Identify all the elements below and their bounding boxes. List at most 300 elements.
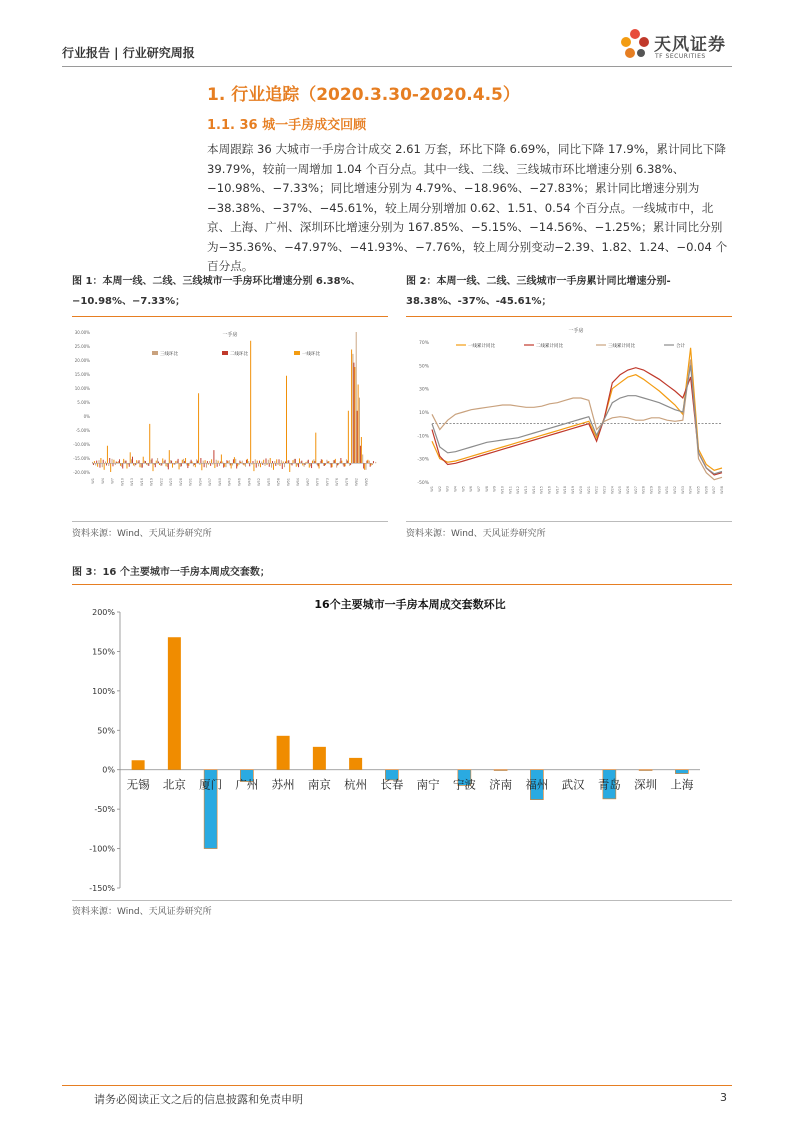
chart1-bar xyxy=(372,463,373,465)
chart1-bar xyxy=(204,463,205,467)
chart1-bar xyxy=(343,463,344,465)
chart1-legend-swatch xyxy=(152,351,158,355)
chart1-bar xyxy=(253,463,254,471)
chart1-bar xyxy=(356,332,357,463)
chart1-bar xyxy=(258,463,259,466)
chart1-bar xyxy=(357,411,358,464)
chart3-title: 16个主要城市一手房本周成交套数环比 xyxy=(314,598,506,611)
chart2-xtick: W37 xyxy=(712,486,717,494)
chart1-bar xyxy=(236,463,237,468)
chart1-bar xyxy=(310,463,311,466)
chart1-bar xyxy=(283,462,284,464)
chart1-bar xyxy=(289,463,290,472)
chart1-ytick: -5.00% xyxy=(75,428,90,433)
chart1-bar xyxy=(115,463,116,465)
chart1-bar xyxy=(135,463,136,465)
figure2-caption-line1: 图 2：本周一线、二线、三线城市一手房累计同比增速分别- xyxy=(406,276,671,287)
figure1-source-rule xyxy=(72,521,388,522)
chart2-xtick: W27 xyxy=(633,486,638,494)
chart1-bar xyxy=(165,460,166,464)
chart1-bar xyxy=(288,460,289,463)
chart1-bar xyxy=(188,463,189,466)
figure1-caption-line2: −10.98%、−7.33%； xyxy=(72,296,186,307)
chart1-bar xyxy=(218,461,219,464)
chart2-xtick: W11 xyxy=(508,486,513,494)
chart2-ytick: -10% xyxy=(417,434,429,440)
chart1-xtick: W46 xyxy=(237,478,242,486)
chart3-category-label: 苏州 xyxy=(271,777,295,792)
chart1-bar xyxy=(112,463,113,466)
section-heading: 1. 行业追踪（2020.3.30-2020.4.5） xyxy=(207,85,520,105)
chart3-bar xyxy=(132,760,145,769)
chart1-bar xyxy=(273,463,274,470)
chart1-bar xyxy=(143,457,144,464)
chart1-bar xyxy=(282,463,283,469)
chart1-xtick: W76 xyxy=(335,478,340,486)
chart1-xtick: W25 xyxy=(169,478,174,486)
chart2-xtick: W30 xyxy=(657,486,662,494)
chart1-bar xyxy=(339,462,340,464)
chart1-bar xyxy=(145,461,146,463)
chart3-category-label: 杭州 xyxy=(344,777,368,792)
chart3-ytick: -100% xyxy=(89,844,115,854)
chart1-bar xyxy=(341,461,342,464)
chart1-bar xyxy=(126,461,127,464)
chart1-bar xyxy=(133,463,134,465)
chart1-ytick: 10.00% xyxy=(74,386,90,391)
chart3-ytick: 200% xyxy=(92,608,115,617)
chart1-bar xyxy=(364,463,365,470)
chart1-bar xyxy=(214,463,215,468)
chart1-xtick: W31 xyxy=(188,478,193,486)
chart1-bar xyxy=(152,458,153,463)
chart1-bar xyxy=(187,463,188,468)
chart1-bar xyxy=(138,462,139,464)
chart2-xtick: W19 xyxy=(571,486,576,494)
chart1-bar xyxy=(120,463,121,466)
chart1-bar xyxy=(360,446,361,464)
chart1-bar xyxy=(183,459,184,463)
chart1-bar xyxy=(109,458,110,463)
chart1-bar xyxy=(313,459,314,463)
chart1-bar xyxy=(211,459,212,463)
chart1-ytick: 20.00% xyxy=(74,358,90,363)
figure3-source-rule xyxy=(72,900,732,901)
chart1-bar xyxy=(106,463,107,465)
chart1-bar xyxy=(323,463,324,466)
chart2-xtick: W3 xyxy=(445,486,450,492)
chart1-bar xyxy=(172,463,173,467)
chart2-xtick: W18 xyxy=(563,486,568,494)
chart1-bar xyxy=(195,463,196,467)
chart1-xtick: W7 xyxy=(110,478,115,484)
chart1-bar xyxy=(319,463,320,468)
chart1-xtick: W43 xyxy=(227,478,232,486)
figure1-caption-line1: 图 1：本周一线、二线、三线城市一手房环比增速分别 6.38%、 xyxy=(72,276,361,287)
chart1-bar xyxy=(331,463,332,467)
chart3-ytick: 100% xyxy=(92,686,115,696)
chart3-bar xyxy=(349,758,362,770)
chart1-bar xyxy=(278,463,279,465)
chart2-xtick: W8 xyxy=(484,486,489,492)
chart-cumulative-yoy xyxy=(406,322,732,518)
chart1-bar xyxy=(200,458,201,463)
figure2-source-rule xyxy=(406,521,732,522)
chart1-title: 一手房 xyxy=(222,332,238,338)
chart1-bar xyxy=(248,461,249,463)
company-logo xyxy=(620,26,738,66)
chart1-bar xyxy=(340,458,341,463)
chart1-bar xyxy=(287,461,288,464)
chart1-bar xyxy=(93,463,94,465)
chart1-bar xyxy=(191,460,192,464)
chart1-bar xyxy=(199,463,200,465)
body-paragraph: 本周跟踪 36 大城市一手房合计成交 2.61 万套，环比下降 6.69%，同比下降 17.9%，累计同比下降 39.79%，较前一周增加 1.04 个百分点。其中一线、二线、三线城市环比增速分别 6.38%、−10.98%、−7.33%；同比增速分别为 4.79%、−18.96%、−27.83%；累计同比增速分别为−38.38%、−37%、−45.61%，较上周分别增加 0.62、1.51、0.54 个百分点。一线城市中，北京、上海、广州、深圳环比增速分别为 167.85%、−5.15%、−14.56%、−1.25%；累计同比分别为−35.36%、−47.97%、−41.93%、−7.76%，较上周分别变动−2.39、1.82、1.24、−0.04 个百分点。 xyxy=(207,142,728,273)
chart1-bar xyxy=(271,463,272,467)
chart1-bar xyxy=(108,463,109,466)
chart1-bar xyxy=(362,455,363,464)
chart1-bar xyxy=(246,460,247,464)
chart1-bar xyxy=(275,463,276,466)
chart1-ytick: -10.00% xyxy=(73,442,90,447)
chart1-bar xyxy=(300,462,301,464)
chart2-xtick: W25 xyxy=(618,486,623,494)
chart2-xtick: W1 xyxy=(430,486,434,492)
chart1-bar xyxy=(344,463,345,467)
chart1-bar xyxy=(201,463,202,470)
chart1-bar xyxy=(219,463,220,466)
chart1-bar xyxy=(136,460,137,463)
chart1-bar xyxy=(125,461,126,464)
chart1-bar xyxy=(270,458,271,463)
chart1-bar xyxy=(126,463,127,468)
chart1-bar xyxy=(116,462,117,464)
chart1-xtick: W40 xyxy=(217,478,222,486)
chart1-bar xyxy=(162,458,163,463)
chart1-bar xyxy=(304,463,305,467)
chart1-bar xyxy=(223,463,224,467)
chart2-xtick: W28 xyxy=(641,486,646,494)
chart2-title: 一手房 xyxy=(568,328,584,334)
chart1-bar xyxy=(260,463,261,467)
chart1-bar xyxy=(268,460,269,464)
chart1-bar xyxy=(197,461,198,464)
chart1-bar xyxy=(352,354,353,463)
subsection-heading: 1.1. 36 城一手房成交回顾 xyxy=(207,118,367,133)
chart1-bar xyxy=(237,463,238,466)
chart3-ytick: 150% xyxy=(92,647,115,657)
chart1-bar xyxy=(154,463,155,465)
chart1-bar xyxy=(274,461,275,463)
chart1-bar xyxy=(371,463,372,465)
chart1-bar xyxy=(99,463,100,467)
chart3-ytick: -50% xyxy=(94,805,115,815)
chart1-xtick: W28 xyxy=(178,478,183,486)
chart1-bar xyxy=(367,460,368,464)
page-number: 3 xyxy=(720,1091,727,1104)
chart1-bar xyxy=(119,459,120,463)
chart1-bar xyxy=(266,463,267,465)
chart1-bar xyxy=(122,463,123,468)
chart1-bar xyxy=(147,463,148,465)
chart2-xtick: W26 xyxy=(625,486,630,494)
chart1-bar xyxy=(230,463,231,465)
chart2-ytick: 50% xyxy=(418,364,429,370)
chart1-bar xyxy=(292,463,293,465)
chart1-ytick: -15.00% xyxy=(73,456,90,461)
chart1-bar xyxy=(325,463,326,465)
chart1-bar xyxy=(301,461,302,464)
chart2-xtick: W2 xyxy=(437,486,442,492)
chart1-legend-swatch xyxy=(294,351,300,355)
figure1-caption-rule xyxy=(72,316,388,317)
chart1-bar xyxy=(194,463,195,465)
logo-cn: 天风证券 xyxy=(654,35,726,55)
chart1-bar xyxy=(221,455,222,464)
chart1-bar xyxy=(198,393,199,463)
logo-en: TF SECURITIES xyxy=(655,53,706,60)
chart1-bar xyxy=(366,461,367,464)
chart1-bar xyxy=(370,463,371,467)
chart1-bar xyxy=(365,463,366,470)
chart2-ytick: 10% xyxy=(418,411,429,416)
chart1-bar xyxy=(276,459,277,463)
chart1-xtick: W82 xyxy=(354,478,359,486)
chart1-bar xyxy=(141,463,142,467)
chart1-bar xyxy=(113,460,114,464)
chart1-bar xyxy=(178,459,179,463)
chart1-bar xyxy=(207,461,208,463)
chart1-bar xyxy=(346,459,347,463)
chart1-xtick: W52 xyxy=(257,478,262,486)
chart1-bar xyxy=(205,460,206,463)
chart1-bar xyxy=(235,459,236,463)
chart1-ytick: 15.00% xyxy=(74,372,90,377)
chart3-category-label: 北京 xyxy=(162,777,186,792)
chart1-bar xyxy=(353,363,354,464)
chart2-legend-label: 二线累计同比 xyxy=(536,344,563,349)
chart1-bar xyxy=(252,461,253,463)
chart1-ytick: 25.00% xyxy=(74,344,90,349)
chart1-xtick: W67 xyxy=(305,478,310,486)
chart1-xtick: W49 xyxy=(247,478,252,486)
chart2-xtick: W13 xyxy=(524,486,529,494)
chart1-bar xyxy=(157,458,158,463)
chart1-bar xyxy=(295,459,296,463)
chart1-bar xyxy=(99,460,100,463)
chart1-bar xyxy=(266,458,267,463)
chart1-bar xyxy=(180,463,181,467)
chart1-bar xyxy=(285,462,286,464)
chart1-bar xyxy=(336,463,337,467)
figure1-source: 资料来源：Wind、天风证券研究所 xyxy=(72,529,212,539)
chart1-bar xyxy=(229,460,230,463)
chart1-bar xyxy=(190,462,191,464)
chart2-xtick: W31 xyxy=(665,486,670,494)
chart1-bar xyxy=(312,461,313,464)
chart1-bar xyxy=(322,460,323,464)
chart1-bar xyxy=(259,461,260,464)
chart2-xtick: W5 xyxy=(461,486,466,492)
chart1-bar xyxy=(153,463,154,471)
chart1-bar xyxy=(239,461,240,464)
chart1-bar xyxy=(359,398,360,464)
chart1-ytick: 5.00% xyxy=(77,400,90,405)
chart1-bar xyxy=(256,463,257,467)
chart1-bar xyxy=(302,463,303,465)
chart1-bar xyxy=(361,437,362,463)
chart1-bar xyxy=(100,458,101,463)
chart1-bar xyxy=(350,463,351,465)
figure3-caption-rule xyxy=(72,584,732,585)
chart3-category-label: 济南 xyxy=(489,777,513,792)
chart1-bar xyxy=(96,461,97,464)
chart2-xtick: W33 xyxy=(680,486,685,494)
chart1-xtick: W58 xyxy=(276,478,281,486)
chart1-bar xyxy=(134,463,135,466)
chart1-bar xyxy=(164,461,165,463)
chart2-xtick: W17 xyxy=(555,486,560,494)
chart1-bar xyxy=(217,463,218,467)
chart1-bar xyxy=(182,460,183,464)
chart1-xtick: W79 xyxy=(344,478,349,486)
chart1-bar xyxy=(94,461,95,463)
chart1-bar xyxy=(311,463,312,468)
chart3-bar xyxy=(313,747,326,770)
chart3-bar xyxy=(639,770,652,771)
chart1-bar xyxy=(239,463,240,465)
figure2-source: 资料来源：Wind、天风证券研究所 xyxy=(406,529,546,539)
chart1-ytick: -20.00% xyxy=(73,470,90,475)
chart1-bar xyxy=(226,460,227,463)
chart1-xtick: W85 xyxy=(364,478,369,486)
chart2-xtick: W9 xyxy=(492,486,497,492)
chart1-bar xyxy=(209,461,210,463)
chart1-bar xyxy=(242,461,243,464)
chart1-bar xyxy=(231,463,232,468)
chart1-xtick: W22 xyxy=(159,478,164,486)
chart2-xtick: W36 xyxy=(704,486,709,494)
chart1-bar xyxy=(321,459,322,463)
footer-disclaimer: 请务必阅读正文之后的信息披露和免责申明 xyxy=(94,1093,303,1106)
chart1-bar xyxy=(358,385,359,464)
chart1-bar xyxy=(279,459,280,463)
chart2-xtick: W35 xyxy=(696,486,701,494)
figure2-caption-line2: 38.38%、-37%、-45.61%； xyxy=(406,296,552,307)
chart1-bar xyxy=(363,463,364,468)
chart1-bar xyxy=(284,463,285,467)
chart2-xtick: W29 xyxy=(649,486,654,494)
chart1-bar xyxy=(317,463,318,465)
chart1-xtick: W70 xyxy=(315,478,320,486)
chart1-bar xyxy=(247,459,248,463)
chart1-xtick: W64 xyxy=(296,478,301,486)
chart2-ytick: 30% xyxy=(418,387,429,393)
chart1-bar xyxy=(369,461,370,464)
chart2-xtick: W32 xyxy=(672,486,677,494)
chart1-bar xyxy=(334,460,335,463)
figure2-caption xyxy=(406,272,732,312)
chart-16-cities xyxy=(72,590,732,898)
chart3-category-label: 宁波 xyxy=(452,777,476,792)
chart2-xtick: W14 xyxy=(531,486,536,494)
chart1-legend-swatch xyxy=(222,351,228,355)
chart1-bar xyxy=(286,376,287,464)
chart1-bar xyxy=(318,463,319,466)
chart3-category-label: 深圳 xyxy=(634,777,658,792)
chart1-bar xyxy=(158,462,159,464)
chart1-bar xyxy=(121,463,122,467)
chart2-legend-label: 合计 xyxy=(676,344,685,349)
chart1-bar xyxy=(177,461,178,464)
chart1-bar xyxy=(272,461,273,463)
chart1-bar xyxy=(193,463,194,466)
chart1-bar xyxy=(102,463,103,467)
chart1-bar xyxy=(327,462,328,464)
chart1-xtick: W1 xyxy=(91,478,95,484)
chart1-bar xyxy=(196,459,197,463)
chart1-bar xyxy=(97,463,98,467)
chart3-category-label: 南宁 xyxy=(416,777,440,792)
chart3-category-label: 南京 xyxy=(307,777,331,792)
chart1-bar xyxy=(265,463,266,466)
chart1-bar xyxy=(328,461,329,463)
chart1-bar xyxy=(179,463,180,469)
figure3-caption: 图 3：16 个主要城市一手房本周成交套数； xyxy=(72,567,270,578)
chart1-xtick: W73 xyxy=(325,478,330,486)
chart1-bar xyxy=(131,459,132,463)
chart2-xtick: W38 xyxy=(720,486,724,494)
chart1-bar xyxy=(225,463,226,467)
chart3-category-label: 长春 xyxy=(380,777,404,792)
chart1-bar xyxy=(333,460,334,463)
chart1-bar xyxy=(244,463,245,465)
chart3-bar xyxy=(168,637,181,769)
chart1-bar xyxy=(216,460,217,464)
chart1-xtick: W61 xyxy=(286,478,291,486)
chart1-legend-label: 三线环比 xyxy=(160,352,178,357)
chart1-bar xyxy=(233,459,234,463)
figure2-caption-rule xyxy=(406,316,732,317)
chart1-xtick: W4 xyxy=(100,478,105,484)
chart1-bar xyxy=(129,463,130,467)
chart1-bar xyxy=(332,463,333,467)
chart1-bar xyxy=(326,460,327,464)
chart1-bar xyxy=(298,463,299,467)
chart2-xtick: W34 xyxy=(688,486,693,494)
chart1-bar xyxy=(293,460,294,463)
chart1-bar xyxy=(105,462,106,464)
chart1-bar xyxy=(245,463,246,467)
chart3-category-label: 广州 xyxy=(235,777,259,792)
chart1-bar xyxy=(299,458,300,463)
chart1-bar xyxy=(130,452,131,463)
chart1-bar xyxy=(354,367,355,463)
chart1-bar xyxy=(186,463,187,465)
chart1-bar xyxy=(151,460,152,464)
chart1-bar xyxy=(262,463,263,465)
figure3-source: 资料来源：Wind、天风证券研究所 xyxy=(72,907,212,917)
chart1-bar xyxy=(261,462,262,464)
chart1-bar xyxy=(309,463,310,467)
chart2-ytick: 70% xyxy=(418,341,429,346)
chart1-bar xyxy=(118,461,119,463)
flower-logo-icon xyxy=(620,26,650,62)
chart1-bar xyxy=(294,459,295,463)
chart3-bar xyxy=(277,736,290,770)
chart1-bar xyxy=(257,461,258,464)
chart2-xtick: W10 xyxy=(500,486,505,494)
